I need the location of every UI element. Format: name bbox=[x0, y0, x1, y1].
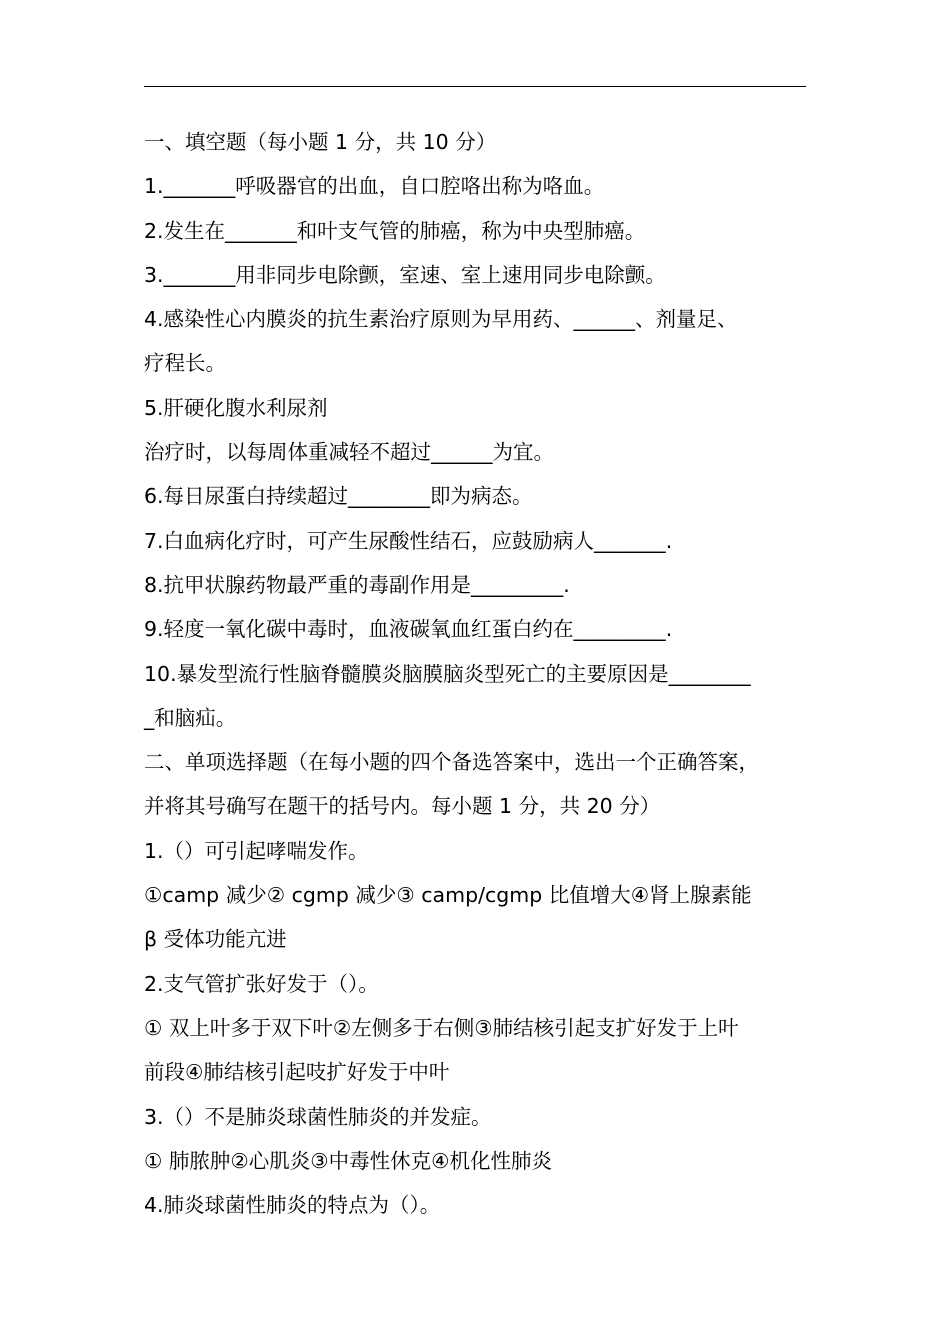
fill-question-1: 1._______呼吸器官的出血，自口腔咯出称为咯血。 bbox=[144, 174, 605, 199]
section-2-heading-cont: 并将其号确写在题干的括号内。每小题 1 分，共 20 分） bbox=[144, 794, 661, 819]
fill-question-3: 3._______用非同步电除颤，室速、室上速用同步电除颤。 bbox=[144, 262, 666, 287]
fill-question-6: 6.每日尿蛋白持续超过________即为病态。 bbox=[144, 484, 533, 509]
choice-question-2-options: ① 双上叶多于双下叶②左侧多于右侧③肺结核引起支扩好发于上叶 bbox=[144, 1015, 739, 1040]
fill-question-4-cont: 疗程长。 bbox=[144, 351, 226, 376]
choice-question-1-options: ①camp 减少② cgmp 减少③ camp/cgmp 比值增大④肾上腺素能 bbox=[144, 883, 752, 908]
fill-question-8: 8.抗甲状腺药物最严重的毒副作用是_________. bbox=[144, 572, 570, 597]
fill-question-10-cont: _和脑疝。 bbox=[144, 705, 237, 730]
choice-question-3: 3.（）不是肺炎球菌性肺炎的并发症。 bbox=[144, 1104, 492, 1129]
fill-question-7: 7.白血病化疗时，可产生尿酸性结石，应鼓励病人_______. bbox=[144, 528, 673, 553]
choice-question-1-options-cont: β 受体功能亢进 bbox=[144, 927, 287, 952]
choice-question-2-options-cont: 前段④肺结核引起吱扩好发于中叶 bbox=[144, 1060, 450, 1085]
choice-question-3-options: ① 肺脓肿②心肌炎③中毒性休克④机化性肺炎 bbox=[144, 1148, 553, 1173]
section-2-heading: 二、单项选择题（在每小题的四个备选答案中，选出一个正确答案， bbox=[144, 750, 759, 775]
fill-question-2: 2.发生在_______和叶支气管的肺癌，称为中央型肺癌。 bbox=[144, 218, 646, 243]
fill-question-4: 4.感染性心内膜炎的抗生素治疗原则为早用药、______、剂量足、 bbox=[144, 307, 738, 332]
document-body bbox=[144, 120, 806, 1227]
choice-question-4: 4.肺炎球菌性肺炎的特点为（）。 bbox=[144, 1193, 441, 1218]
fill-question-10: 10.暴发型流行性脑脊髓膜炎脑膜脑炎型死亡的主要原因是________ bbox=[144, 661, 751, 686]
choice-question-1: 1.（）可引起哮喘发作。 bbox=[144, 838, 369, 863]
section-1-heading: 一、填空题（每小题 1 分，共 10 分） bbox=[144, 130, 497, 154]
header-rule bbox=[144, 86, 806, 87]
fill-question-5: 5.肝硬化腹水利尿剂 bbox=[144, 395, 328, 420]
fill-question-5-cont: 治疗时，以每周体重减轻不超过______为宜。 bbox=[144, 440, 554, 465]
fill-question-9: 9.轻度一氧化碳中毒时，血液碳氧血红蛋白约在_________. bbox=[144, 617, 673, 642]
choice-question-2: 2.支气管扩张好发于（）。 bbox=[144, 971, 379, 996]
